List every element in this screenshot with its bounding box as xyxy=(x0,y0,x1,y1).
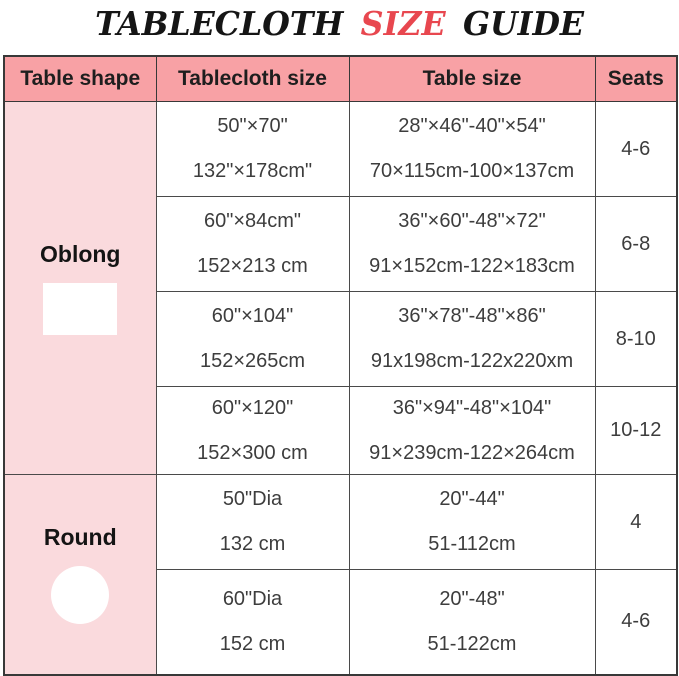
tablecloth-size-cell xyxy=(156,570,349,675)
tablecloth-size-cell-line: 152×265cm xyxy=(199,350,306,372)
tablecloth-size-cell-line: 152 cm xyxy=(219,632,286,655)
tablecloth-size-cell xyxy=(156,197,349,292)
table-size-cell-line: 91x198cm-122x220xm xyxy=(370,350,574,372)
tablecloth-size-cell-line: 152×300 cm xyxy=(197,441,308,464)
page-title xyxy=(0,0,679,50)
table-size-cell-line: 20"-44" xyxy=(439,488,505,510)
size-guide-table xyxy=(3,55,678,676)
tablecloth-size-cell-line: 50"Dia xyxy=(222,488,283,510)
shape-wrap xyxy=(5,241,156,335)
tablecloth-size-cell-lines xyxy=(157,570,349,674)
table-size-cell xyxy=(349,102,595,197)
table-size-cell-line: 36"×78"-48"×86" xyxy=(398,305,546,327)
column-header-seats: Seats xyxy=(595,56,677,102)
table-size-cell-line: 51-112cm xyxy=(428,533,516,555)
table-size-cell-line: 20"-48" xyxy=(439,587,505,610)
title-word-guide: GUIDE xyxy=(462,4,584,43)
table-size-cell xyxy=(349,475,595,570)
rectangle-icon xyxy=(43,283,117,335)
tablecloth-size-cell xyxy=(156,387,349,475)
seats-cell: 4 xyxy=(595,475,677,570)
title-word-size: SIZE xyxy=(360,4,446,43)
seats-cell: 10-12 xyxy=(595,387,677,475)
tablecloth-size-cell-lines xyxy=(157,197,349,291)
tablecloth-size-cell-line: 60"×120" xyxy=(211,396,294,419)
table-size-cell-lines xyxy=(350,570,595,674)
title-word-tablecloth: TABLECLOTH xyxy=(95,4,344,43)
tablecloth-size-cell xyxy=(156,102,349,197)
tablecloth-size-cell-line: 152×213 cm xyxy=(197,255,308,277)
table-size-cell-line: 36"×94"-48"×104" xyxy=(392,396,552,419)
tablecloth-size-cell-lines xyxy=(157,387,349,474)
table-size-cell-line: 51-122cm xyxy=(427,632,517,655)
table-row xyxy=(4,102,677,197)
column-header-tablecloth-size: Tablecloth size xyxy=(156,56,349,102)
tablecloth-size-cell-line: 60"×104" xyxy=(211,305,294,327)
shape-label-round: Round xyxy=(43,524,117,551)
shape-wrap xyxy=(5,524,156,624)
table-size-cell-line: 70×115cm-100×137cm xyxy=(369,160,575,182)
table-size-cell-lines xyxy=(350,475,595,569)
tablecloth-size-cell-lines xyxy=(157,475,349,569)
shape-label-oblong: Oblong xyxy=(40,241,121,267)
table-size-cell-lines xyxy=(350,292,595,386)
column-header-table-shape: Table shape xyxy=(4,56,156,102)
seats-cell: 6-8 xyxy=(595,197,677,292)
tablecloth-size-cell-line: 60"×84cm" xyxy=(203,210,302,232)
tablecloth-size-cell-line: 60"Dia xyxy=(222,587,283,610)
table-size-cell xyxy=(349,387,595,475)
tablecloth-size-cell-lines xyxy=(157,292,349,386)
table-size-cell xyxy=(349,570,595,675)
table-size-cell-line: 91×239cm-122×264cm xyxy=(369,441,575,464)
tablecloth-size-cell-line: 50"×70" xyxy=(217,115,288,137)
header-row xyxy=(4,56,677,102)
seats-cell: 8-10 xyxy=(595,292,677,387)
seats-cell: 4-6 xyxy=(595,102,677,197)
shape-cell-oblong xyxy=(4,102,156,475)
table-size-cell-lines xyxy=(350,102,595,196)
tablecloth-size-cell xyxy=(156,475,349,570)
tablecloth-size-cell-line: 132"×178cm" xyxy=(192,160,313,182)
table-size-cell-line: 28"×46"-40"×54" xyxy=(398,115,546,137)
table-row xyxy=(4,475,677,570)
table-size-cell-lines xyxy=(350,387,595,474)
circle-icon xyxy=(51,566,109,624)
seats-cell: 4-6 xyxy=(595,570,677,675)
table-size-cell-line: 91×152cm-122×183cm xyxy=(369,255,575,277)
tablecloth-size-cell-line: 132 cm xyxy=(219,533,286,555)
column-header-table-size: Table size xyxy=(349,56,595,102)
table-size-cell xyxy=(349,292,595,387)
tablecloth-size-cell-lines xyxy=(157,102,349,196)
table-size-cell xyxy=(349,197,595,292)
table-size-cell-line: 36"×60"-48"×72" xyxy=(398,210,546,232)
shape-cell-round xyxy=(4,475,156,675)
tablecloth-size-cell xyxy=(156,292,349,387)
table-size-cell-lines xyxy=(350,197,595,291)
